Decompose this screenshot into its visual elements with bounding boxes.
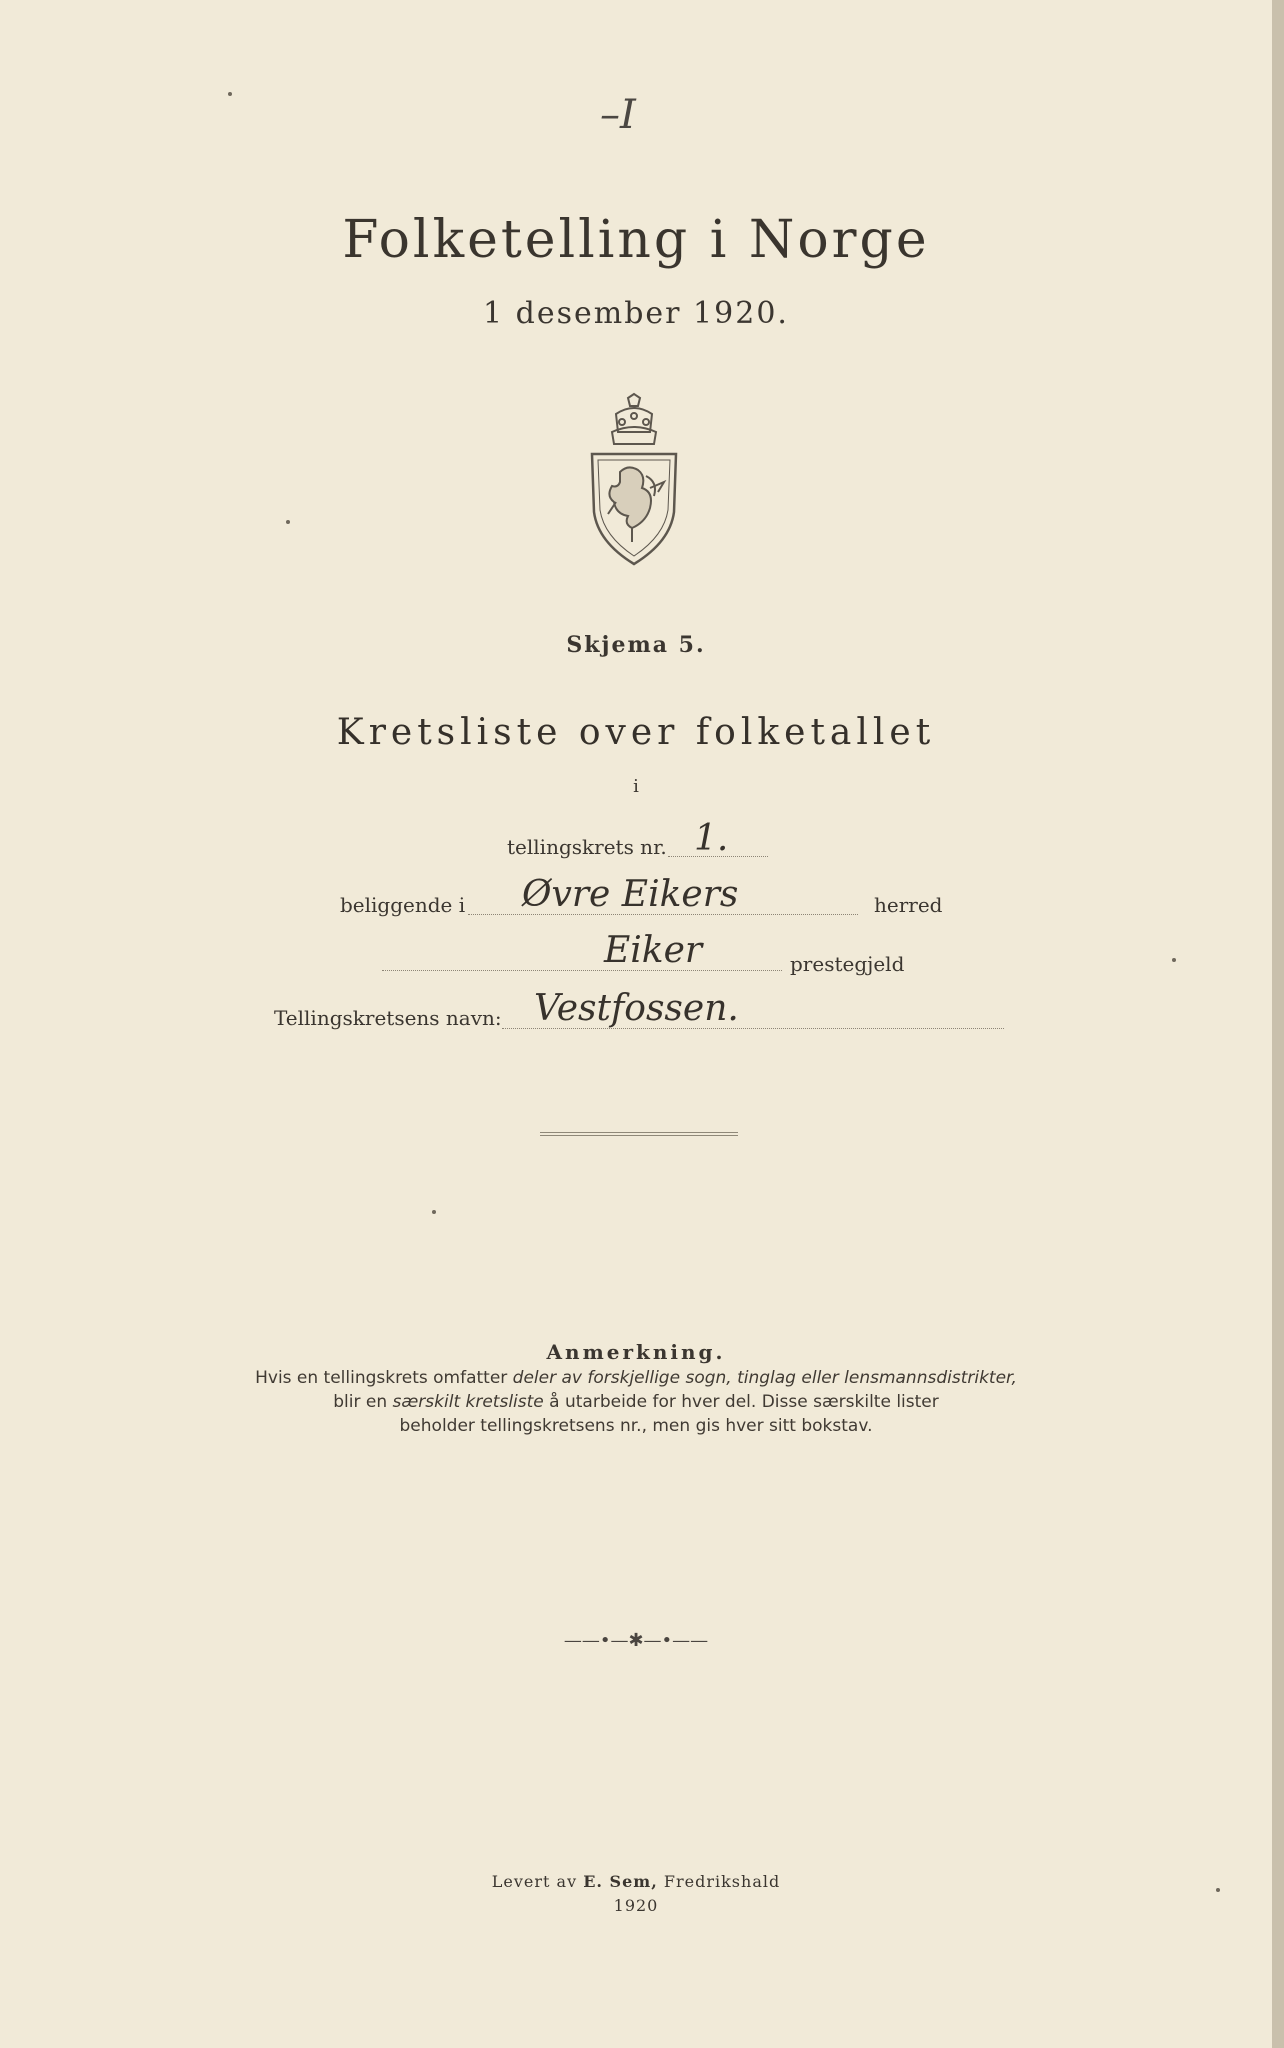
paper-speck [228, 92, 232, 96]
printer-year: 1920 [613, 1896, 659, 1915]
printer-city: Fredrikshald [657, 1872, 781, 1891]
note-line-1 [0, 1368, 1272, 1388]
form-heading: Kretsliste over folketallet [336, 712, 936, 753]
note-line-3: beholder tellingskretsens nr., men gis hver sitt bokstav. [399, 1416, 873, 1436]
norwegian-lion-crest-icon [588, 392, 680, 566]
paper-speck [1216, 1888, 1220, 1892]
beliggende-value: Øvre Eikers [522, 874, 739, 915]
ornament-divider: ——•—✱—•—— [563, 1630, 709, 1651]
printer-credit [0, 1872, 1272, 1891]
section-divider [540, 1132, 738, 1136]
note-line-2-emphasis: særskilt kretsliste [392, 1392, 544, 1412]
note-line-2-text-a: blir en [333, 1392, 393, 1412]
form-number: Skjema 5. [566, 632, 706, 658]
preposition-text: i [633, 776, 639, 797]
navn-label: Tellingskretsens navn: [274, 1006, 502, 1030]
prestegjeld-label: prestegjeld [790, 952, 905, 976]
paper-speck [432, 1210, 436, 1214]
paper-speck [286, 520, 290, 524]
beliggende-label: beliggende i [340, 893, 466, 917]
page-edge [1272, 0, 1284, 2048]
tellingskrets-value: 1. [694, 818, 729, 859]
navn-value: Vestfossen. [534, 988, 739, 1029]
census-date: 1 desember 1920. [483, 296, 789, 331]
herred-label: herred [874, 893, 943, 917]
handwritten-mark: –I [600, 92, 636, 138]
prestegjeld-line [382, 970, 782, 971]
page-title: Folketelling i Norge [342, 210, 930, 270]
note-heading: Anmerkning. [546, 1340, 726, 1364]
prestegjeld-value: Eiker [604, 930, 703, 971]
printer-name: E. Sem, [583, 1872, 658, 1891]
note-line-2-text-b: å utarbeide for hver del. Disse særskilte lister [543, 1392, 939, 1412]
note-line-1-emphasis: deler av forskjellige sogn, tinglag eller lensmannsdistrikter, [512, 1368, 1017, 1388]
note-line-2 [0, 1392, 1272, 1412]
tellingskrets-label: tellingskrets nr. [507, 835, 667, 859]
note-line-1-text: Hvis en tellingskrets omfatter [255, 1368, 513, 1388]
paper-speck [1172, 958, 1176, 962]
printer-prefix: Levert av [491, 1872, 584, 1891]
